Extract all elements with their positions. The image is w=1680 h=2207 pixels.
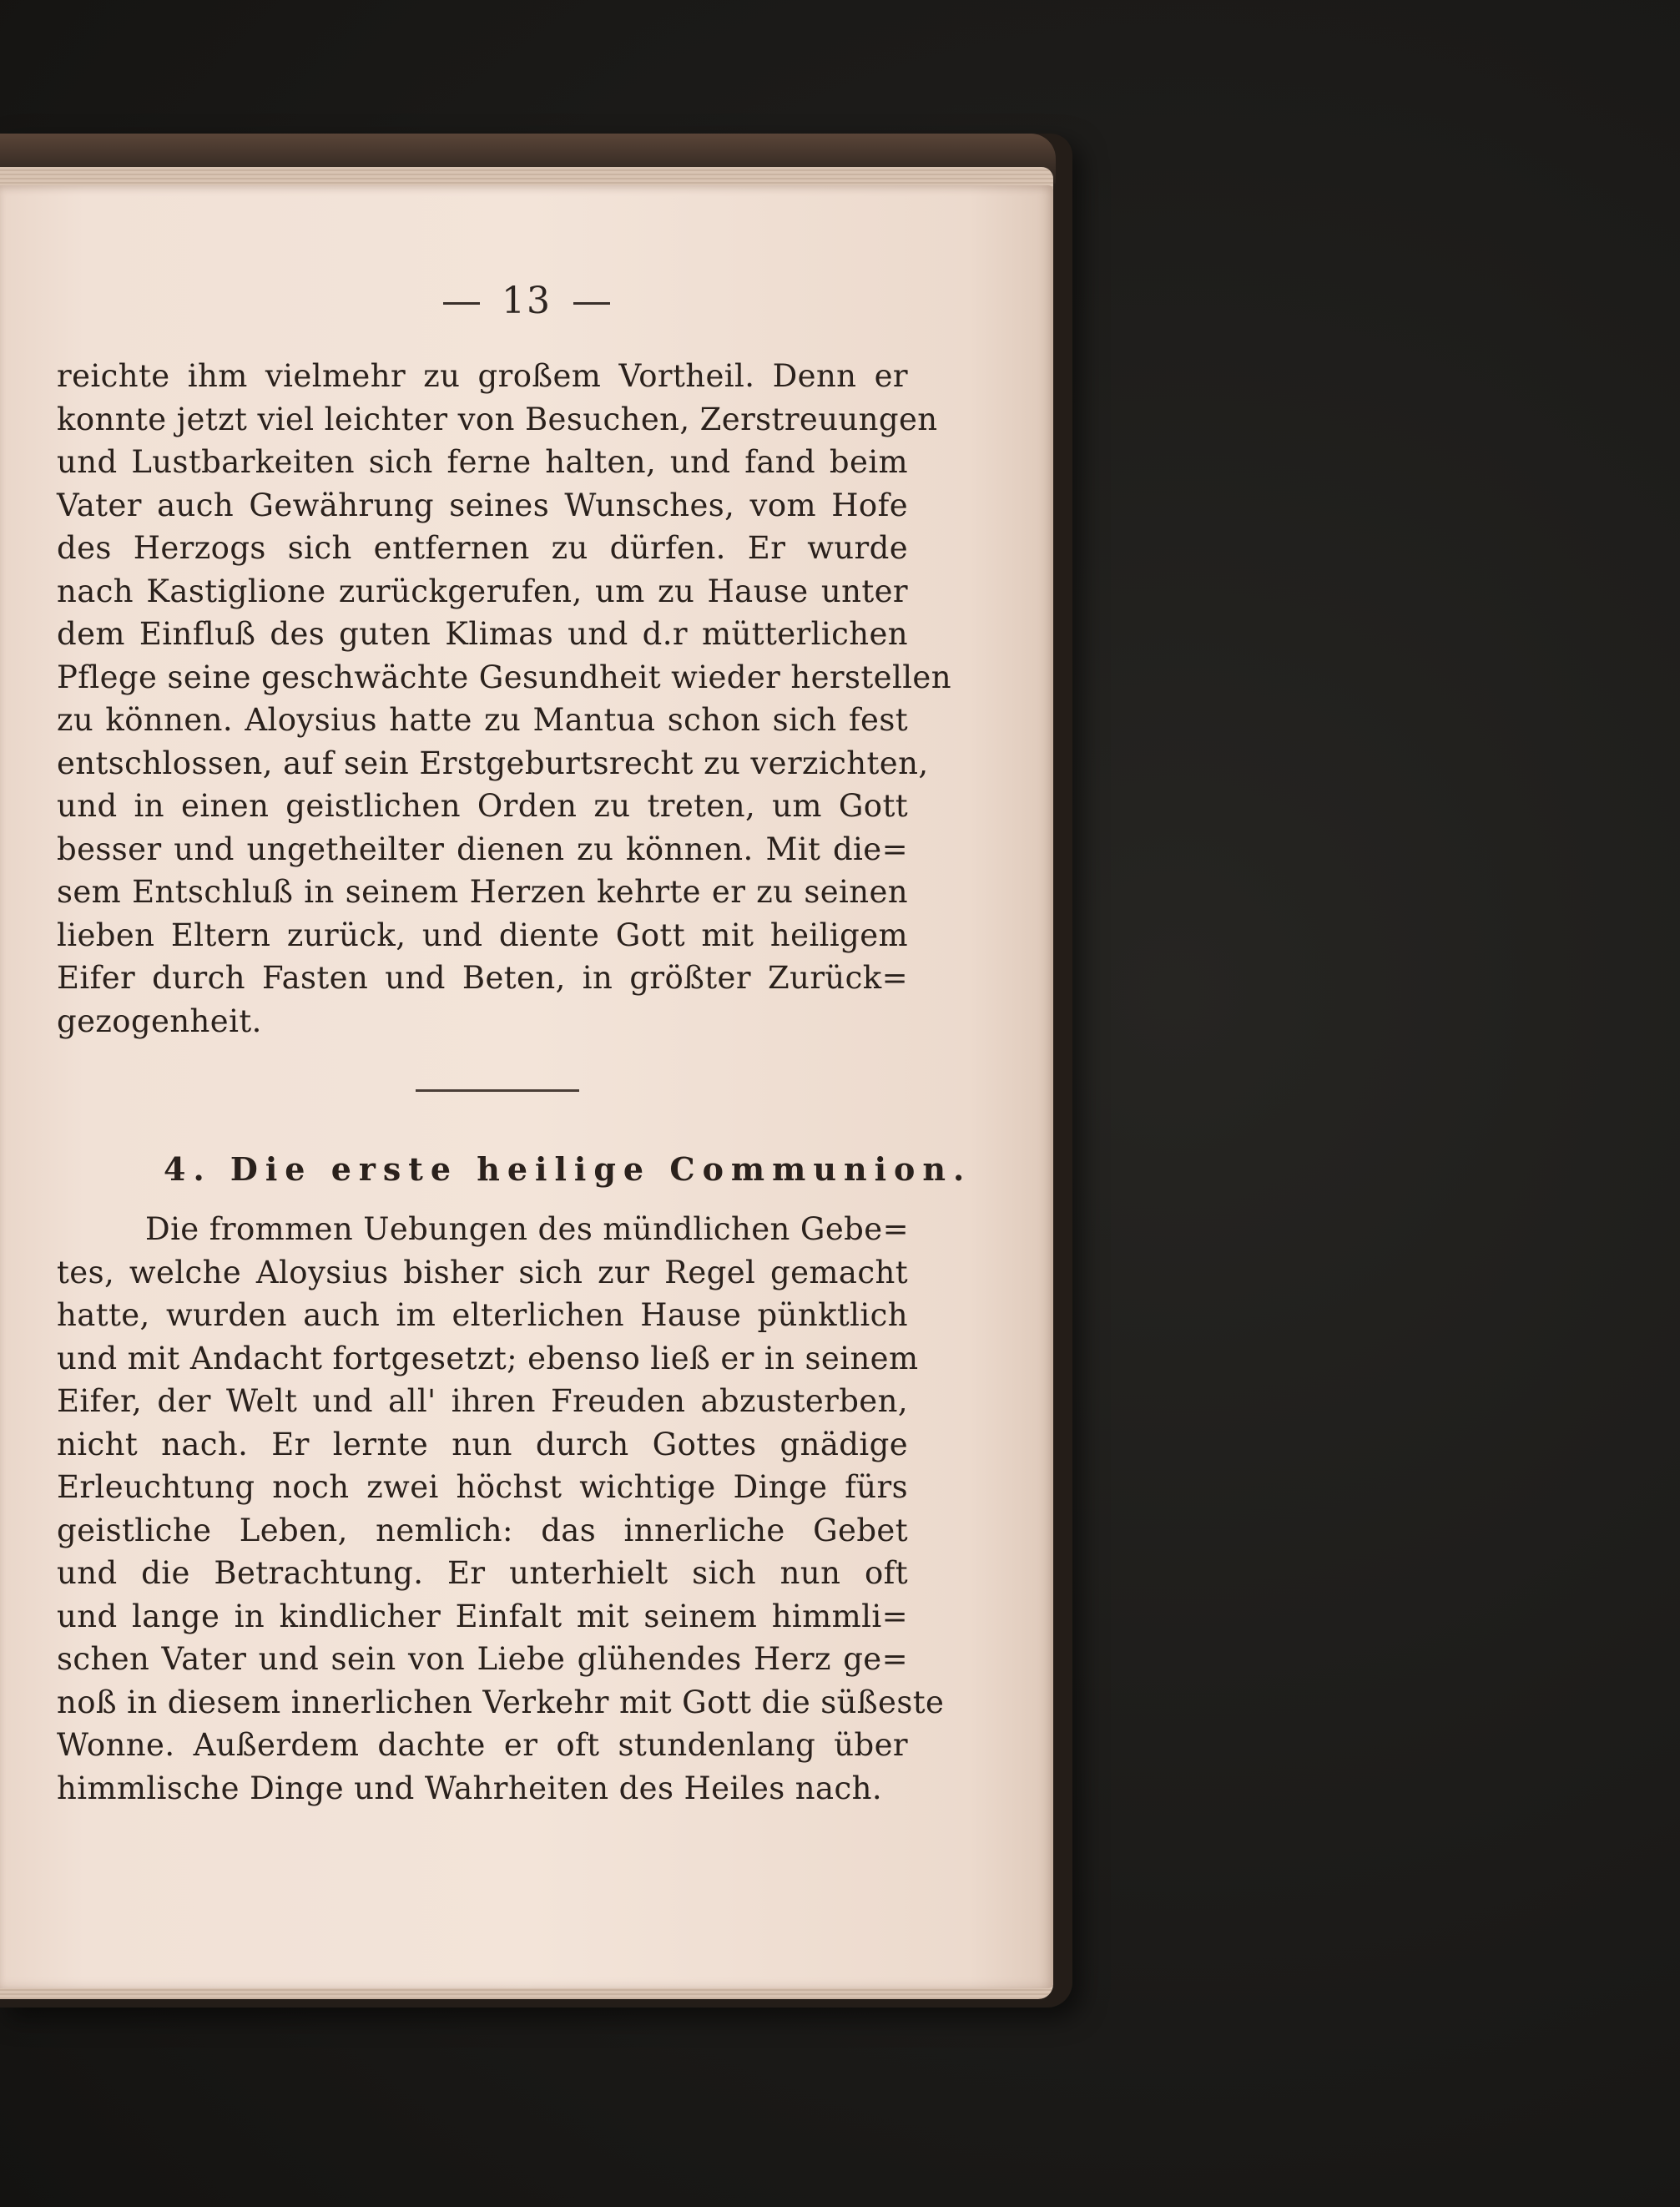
text-line: Die frommen Uebungen des mündlichen Gebe= <box>145 1211 909 1247</box>
text-line: noß in diesem innerlichen Verkehr mit Gott die süßeste <box>57 1684 945 1720</box>
text-line: himmlische Dinge und Wahrheiten des Heiles nach. <box>57 1770 882 1806</box>
section-heading: 4. Die erste heilige Communion. <box>164 1150 972 1188</box>
header-dash-right <box>573 302 610 305</box>
text-line: besser und ungetheilter dienen zu können. Mit die= <box>57 831 908 867</box>
page-number: 13 <box>502 280 552 322</box>
header-dash-left <box>443 302 480 305</box>
text-line: des Herzogs sich entfernen zu dürfen. Er wurde <box>57 530 908 566</box>
text-line: schen Vater und sein von Liebe glühendes Herz ge= <box>57 1641 908 1677</box>
text-line: und die Betrachtung. Er unterhielt sich nun oft <box>57 1555 908 1591</box>
paragraph-1 <box>57 355 951 1043</box>
text-line: und mit Andacht fortgesetzt; ebenso ließ er in seinem <box>57 1340 919 1376</box>
text-line: Pflege seine geschwächte Gesundheit wieder herstellen <box>57 659 951 695</box>
text-line: Vater auch Gewährung seines Wunsches, vom Hofe <box>57 487 908 523</box>
text-line: sem Entschluß in seinem Herzen kehrte er zu seinen <box>57 874 908 910</box>
text-line: entschlossen, auf sein Erstgeburtsrecht zu verzichten, <box>57 745 929 781</box>
text-line: Eifer durch Fasten und Beten, in größter Zurück= <box>57 960 908 996</box>
text-line: tes, welche Aloysius bisher sich zur Regel gemacht <box>57 1254 908 1290</box>
text-line: reichte ihm vielmehr zu großem Vortheil. Denn er <box>57 358 908 394</box>
text-line: und Lustbarkeiten sich ferne halten, und fand beim <box>57 444 908 480</box>
text-line: gezogenheit. <box>57 1002 262 1039</box>
text-line: nach Kastiglione zurückgerufen, um zu Hause unter <box>57 573 908 609</box>
text-line: konnte jetzt viel leichter von Besuchen, Zerstreuungen <box>57 401 938 437</box>
text-line: dem Einfluß des guten Klimas und d.r mütterlichen <box>57 616 908 652</box>
text-line: zu können. Aloysius hatte zu Mantua schon sich fest <box>57 702 908 738</box>
text-line: geistliche Leben, nemlich: das innerliche Gebet <box>57 1512 908 1548</box>
text-line: hatte, wurden auch im elterlichen Hause pünktlich <box>57 1297 908 1333</box>
section-divider <box>416 1089 579 1092</box>
text-line: Erleuchtung noch zwei höchst wichtige Dinge fürs <box>57 1469 908 1505</box>
text-line: Wonne. Außerdem dachte er oft stundenlang über <box>57 1727 908 1763</box>
text-line: und lange in kindlicher Einfalt mit seinem himmli= <box>57 1598 908 1634</box>
text-line: und in einen geistlichen Orden zu treten, um Gott <box>57 788 908 824</box>
text-line: Eifer, der Welt und all' ihren Freuden abzusterben, <box>57 1383 908 1419</box>
page-header <box>0 280 1053 322</box>
text-line: nicht nach. Er lernte nun durch Gottes gnädige <box>57 1426 908 1462</box>
text-line: lieben Eltern zurück, und diente Gott mit heiligem <box>57 917 908 953</box>
paragraph-2 <box>57 1208 945 1810</box>
